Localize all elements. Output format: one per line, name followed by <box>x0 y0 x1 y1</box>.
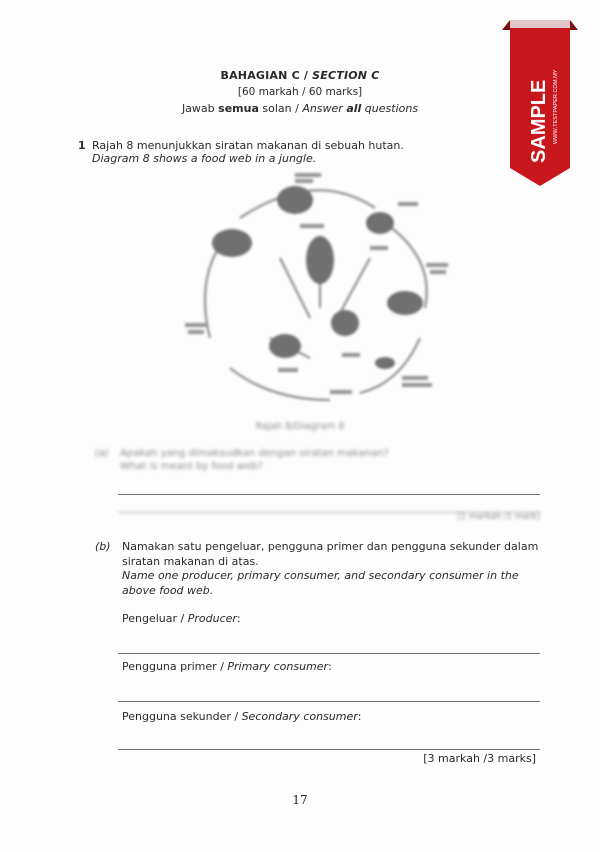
part-b-question-en: Name one producer, primary consumer, and secondary consumer in the above food web. <box>122 569 519 597</box>
secondary-consumer-label: Pengguna sekunder / Secondary consumer: <box>122 710 362 723</box>
primary-consumer-answer-line[interactable] <box>118 701 540 702</box>
part-b-label: (b) <box>95 540 111 553</box>
part-b-question-ms: Namakan satu pengeluar, pengguna primer dan pengguna sekunder dalam siratan makanan di atas. <box>122 540 539 568</box>
question-number: 1 <box>78 139 86 152</box>
producer-label: Pengeluar / Producer: <box>122 612 241 625</box>
badge-word: SAMPLE <box>528 79 550 163</box>
badge-site: WWW.TESTPAPER.COM.MY <box>553 69 559 144</box>
section-title: BAHAGIAN C / SECTION C <box>220 69 380 82</box>
part-b-marks: [3 markah /3 marks] <box>423 752 536 765</box>
diagram-caption: Rajah 8/Diagram 8 <box>255 421 345 432</box>
part-a-label: (a) <box>95 448 109 459</box>
part-a-question-en: What is meant by food web? <box>120 461 263 472</box>
page-number: 17 <box>292 793 308 807</box>
food-web-diagram <box>170 168 460 418</box>
answer-line-a1[interactable] <box>118 494 540 495</box>
question-stem-ms: Rajah 8 menunjukkan siratan makanan di sebuah hutan. <box>92 139 404 152</box>
question-stem-en: Diagram 8 shows a food web in a jungle. <box>92 152 317 165</box>
producer-answer-line[interactable] <box>118 653 540 654</box>
primary-consumer-label: Pengguna primer / Primary consumer: <box>122 660 332 673</box>
part-a-question-ms: Apakah yang dimaksudkan dengan siratan makanan? <box>120 448 389 459</box>
section-marks: [60 markah / 60 marks] <box>237 86 363 98</box>
sample-badge <box>500 18 580 188</box>
section-instructions: Jawab semua solan / Answer all questions <box>181 102 419 115</box>
part-a-marks: [1 markah /1 mark] <box>457 512 540 522</box>
secondary-consumer-answer-line[interactable] <box>118 749 540 750</box>
part-b-question <box>122 540 542 598</box>
